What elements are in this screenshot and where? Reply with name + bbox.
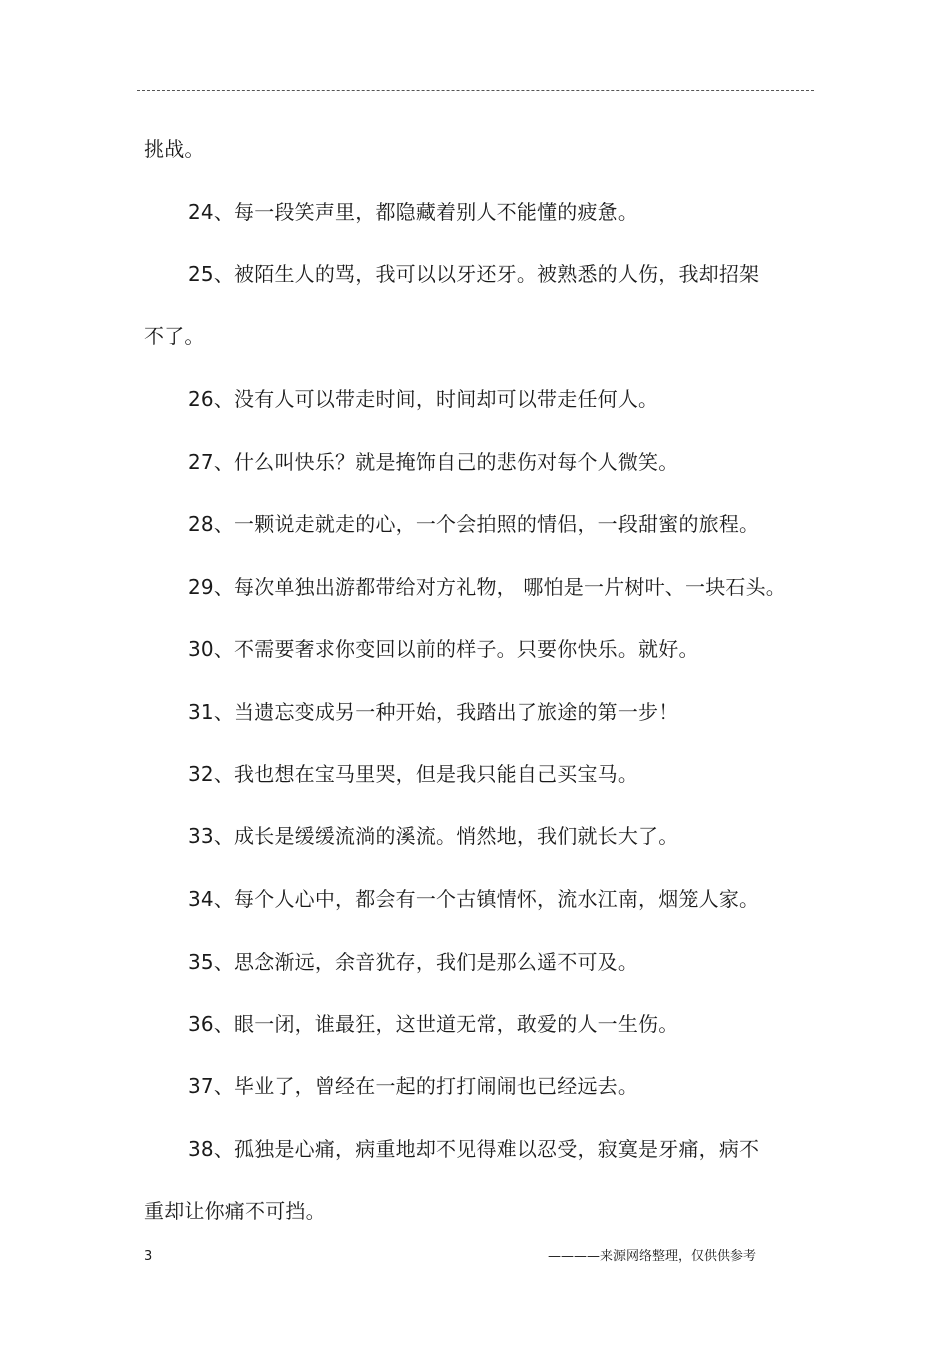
text-line-content: 25、被陌生人的骂，我可以以牙还牙。被熟悉的人伤，我却招架	[188, 262, 760, 286]
text-line-content: 29、每次单独出游都带给对方礼物， 哪怕是一片树叶、一块石头。	[188, 575, 787, 599]
text-line-content: 26、没有人可以带走时间，时间却可以带走任何人。	[188, 387, 659, 411]
text-line-content: 35、思念渐远，余音犹存，我们是那么遥不可及。	[188, 950, 639, 974]
text-line-content: 24、每一段笑声里，都隐藏着别人不能懂的疲惫。	[188, 200, 639, 224]
text-line-content: 37、毕业了，曾经在一起的打打闹闹也已经远去。	[188, 1074, 639, 1098]
text-line-content: 36、眼一闭，谁最狂，这世道无常，敢爱的人一生伤。	[188, 1012, 679, 1036]
text-line-content: 38、孤独是心痛，病重地却不见得难以忍受，寂寞是牙痛，病不	[188, 1137, 760, 1161]
text-line-content: 32、我也想在宝马里哭，但是我只能自己买宝马。	[188, 762, 639, 786]
text-line-content: 27、什么叫快乐？就是掩饰自己的悲伤对每个人微笑。	[188, 450, 679, 474]
page-number: 3	[144, 1249, 153, 1264]
text-line-content: 挑战。	[144, 137, 205, 161]
text-line-content: 33、成长是缓缓流淌的溪流。悄然地，我们就长大了。	[188, 824, 679, 848]
text-line-content: 30、不需要奢求你变回以前的样子。只要你快乐。就好。	[188, 637, 699, 661]
text-line-content: 31、当遗忘变成另一种开始，我踏出了旅途的第一步！	[188, 700, 679, 724]
header-divider	[137, 90, 814, 91]
text-line-content: 34、每个人心中，都会有一个古镇情怀，流水江南，烟笼人家。	[188, 887, 760, 911]
text-line-content: 不了。	[144, 324, 205, 348]
text-line-content: 28、一颗说走就走的心，一个会拍照的情侣，一段甜蜜的旅程。	[188, 512, 760, 536]
footer-source-note: ————来源网络整理，仅供供参考	[548, 1249, 757, 1264]
text-line-content: 重却让你痛不可挡。	[144, 1199, 326, 1223]
